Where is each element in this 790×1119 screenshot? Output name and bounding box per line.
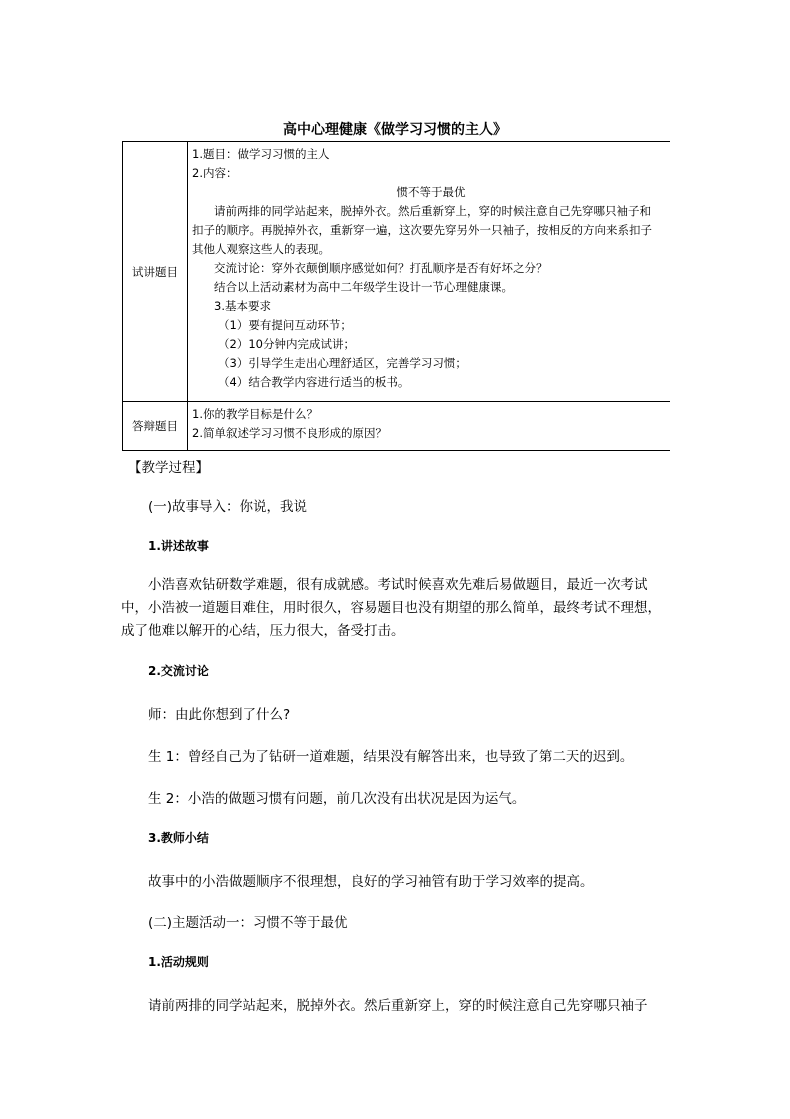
content-line: （3）引导学生走出心理舒适区，完善学习习惯；: [218, 356, 467, 370]
item3-heading: 3.教师小结: [148, 831, 209, 845]
content-line: 2.内容：: [192, 166, 238, 180]
part1-heading: (一)故事导入：你说，我说: [148, 499, 308, 515]
content-line: 其他人观察这些人的表现。: [192, 242, 330, 256]
item2-heading: 2.交流讨论: [148, 664, 209, 678]
content-line: 惯不等于最优: [396, 185, 466, 199]
body-text: [121, 0, 673, 1119]
content-line: 交流讨论：穿外衣颠倒顺序感觉如何？打乱顺序是否有好坏之分？: [214, 261, 548, 275]
content-line: 扣子的顺序。再脱掉外衣，重新穿一遍，这次要先穿另外一只袖子，按相反的方向来系扣子: [192, 223, 652, 237]
rule-heading: 1.活动规则: [148, 955, 209, 969]
item1-heading: 1.讲述故事: [148, 539, 209, 553]
content-line: （2）10分钟内完成试讲；: [218, 337, 355, 351]
content-line: 请前两排的同学站起来，脱掉外衣。然后重新穿上，穿的时候注意自己先穿哪只袖子和: [214, 204, 651, 218]
content-line: 3.基本要求: [214, 299, 271, 313]
content-line: 1.你的教学目标是什么？: [192, 407, 318, 421]
row-label-trial-topic: 试讲题目: [123, 142, 188, 402]
student1-answer: 生 1：曾经自己为了钻研一道难题，结果没有解答出来，也导致了第二天的迟到。: [148, 749, 634, 765]
document-title: 高中心理健康《做学习习惯的主人》: [283, 122, 507, 138]
row-label-defense-topic: 答辩题目: [123, 402, 188, 451]
rule-text: 请前两排的同学站起来，脱掉外衣。然后重新穿上，穿的时候注意自己先穿哪只袖子: [148, 998, 648, 1014]
content-line: 1.题目：做学习习惯的主人: [192, 147, 330, 161]
content-line: （1）要有提问互动环节；: [218, 318, 352, 332]
content-line: （4）结合教学内容进行适当的板书。: [218, 375, 410, 389]
content-line: 结合以上活动素材为高中二年级学生设计一节心理健康课。: [214, 280, 513, 294]
section-heading: 【教学过程】: [128, 460, 209, 476]
story-paragraph: 小浩喜欢钻研数学难题，很有成就感。考试时候喜欢先难后易做题目，最近一次考试中，小浩被一道题目难住，用时很久，容易题目也没有期望的那么简单，最终考试不理想，成了他难以解开的心结，压力很大，备受打击。: [121, 577, 661, 639]
student2-answer: 生 2：小浩的做题习惯有问题，前几次没有出状况是因为运气。: [148, 791, 526, 807]
teacher-summary: 故事中的小浩做题顺序不很理想，良好的学习袖管有助于学习效率的提高。: [148, 874, 594, 890]
content-line: 2.简单叙述学习习惯不良形成的原因？: [192, 426, 387, 440]
part2-heading: (二)主题活动一：习惯不等于最优: [148, 915, 348, 931]
teacher-question: 师：由此你想到了什么?: [148, 707, 291, 723]
